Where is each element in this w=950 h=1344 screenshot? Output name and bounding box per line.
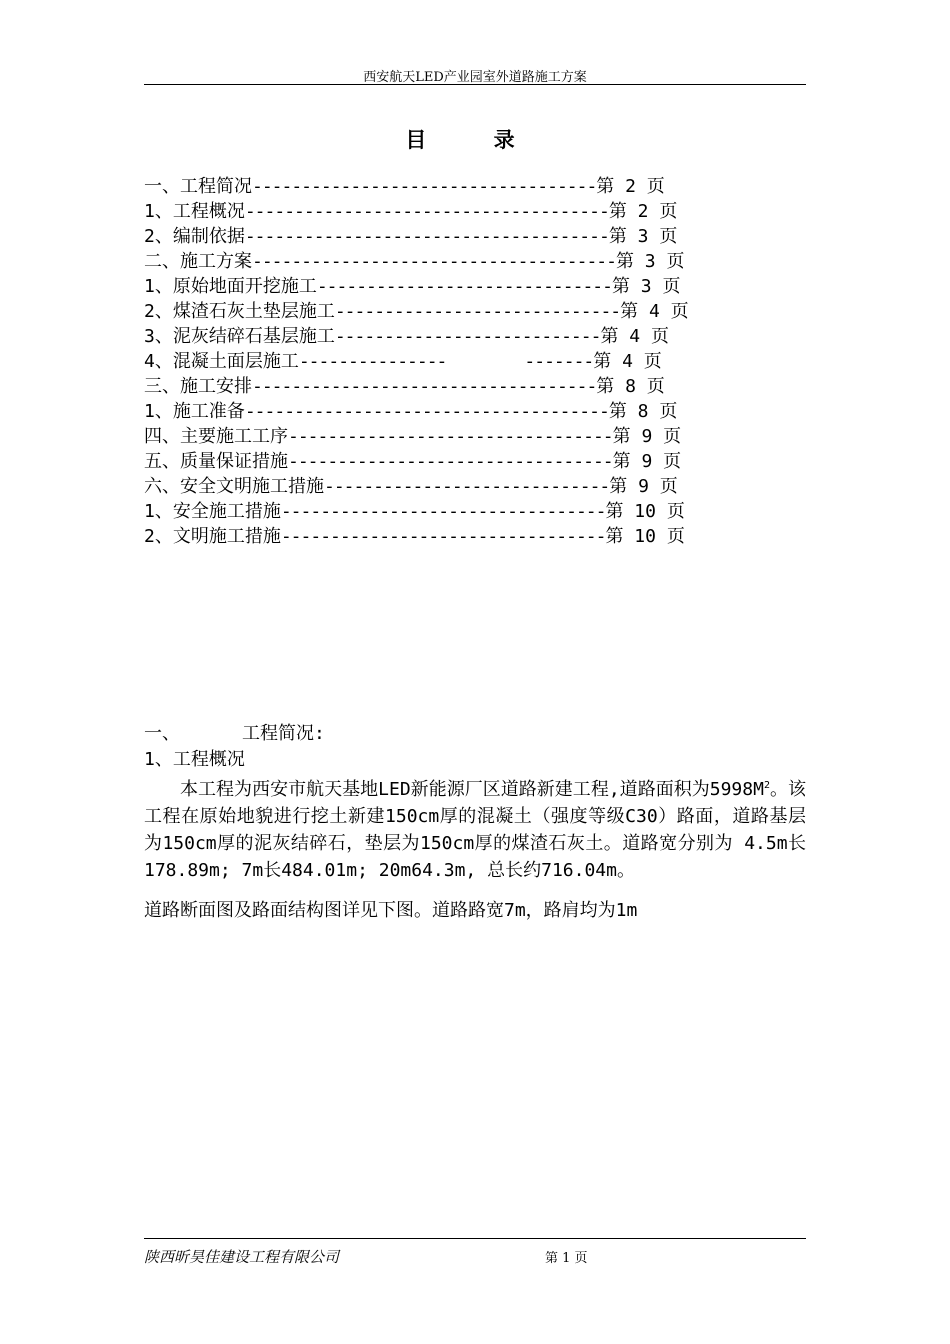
toc-entry [144, 274, 804, 299]
toc-entry-label: 三、施工安排 [144, 376, 252, 397]
toc-entry-page: 第 8 页 [596, 376, 665, 397]
toc-entry-label: 一、工程简况 [144, 176, 252, 197]
toc-entry-page: 第 2 页 [596, 176, 665, 197]
toc-entry-label: 2、煤渣石灰土垫层施工 [144, 301, 335, 322]
toc-entry-leader: ----------------------------------- [252, 376, 597, 397]
footer-divider [144, 1238, 806, 1239]
toc-entry-page: 第 8 页 [608, 401, 678, 422]
toc-entry-leader: ------------------------------------- [252, 251, 616, 272]
toc-title: 目 录 [405, 127, 545, 152]
table-of-contents [144, 174, 804, 549]
toc-entry-leader: --------------------------- [334, 326, 601, 347]
toc-entry-leader: ----------------------------------- [252, 176, 597, 197]
section-number: 一、 [144, 723, 180, 744]
toc-entry-leader: --------------------------------- [280, 501, 606, 522]
toc-entry-label: 1、施工准备 [144, 401, 245, 422]
toc-entry-label: 1、工程概况 [144, 201, 245, 222]
toc-entry-page: 第 9 页 [612, 451, 682, 472]
toc-entry-leader: ------------------------------------- [244, 401, 609, 422]
toc-entry-label: 2、编制依据 [144, 226, 245, 247]
toc-entry [144, 399, 804, 424]
toc-entry-page: 第 2 页 [608, 201, 678, 222]
toc-entry-leader: --------------------------------- [288, 451, 613, 472]
toc-entry-leader: ------------------------------------- [244, 226, 609, 247]
toc-entry-page: 第 4 页 [600, 326, 669, 347]
toc-entry-label: 3、泥灰结碎石基层施工 [144, 326, 335, 347]
toc-entry [144, 299, 804, 324]
toc-entry-label: 1、原始地面开挖施工 [144, 276, 317, 297]
overview-text-a: 本工程为西安市航天基地LED新能源厂区道路新建工程,道路面积为5998M [180, 779, 764, 800]
toc-entry-page: 第 3 页 [608, 226, 678, 247]
toc-entry [144, 249, 804, 274]
toc-entry-page: 第 10 页 [605, 526, 685, 547]
toc-entry [144, 224, 804, 249]
toc-entry [144, 174, 804, 199]
overview-superscript: 2 [763, 780, 770, 791]
toc-entry-label: 4、混凝土面层施工 [144, 351, 299, 372]
toc-entry-page: 第 4 页 [593, 351, 662, 372]
toc-entry-leader: ------------------------------ [316, 276, 612, 297]
overview-paragraph [144, 772, 806, 884]
toc-entry-leader: ----------------------------- [334, 301, 621, 322]
toc-entry [144, 449, 804, 474]
road-description-paragraph: 道路断面图及路面结构图详见下图。道路路宽7m，路肩均为1m [144, 900, 638, 921]
footer-company: 陕西昕昊佳建设工程有限公司 [144, 1248, 340, 1266]
toc-entry [144, 349, 804, 374]
toc-entry-leader-2: ------- [524, 351, 594, 372]
toc-entry-label: 1、安全施工措施 [144, 501, 281, 522]
toc-entry-label: 五、质量保证措施 [144, 451, 288, 472]
toc-entry [144, 474, 804, 499]
toc-entry-page: 第 9 页 [609, 476, 678, 497]
toc-entry [144, 424, 804, 449]
toc-entry-label: 四、主要施工工序 [144, 426, 288, 447]
subsection-heading: 1、工程概况 [144, 749, 245, 770]
page-header-title: 西安航天LED产业园室外道路施工方案 [363, 70, 587, 85]
footer-page-number: 第 1 页 [545, 1251, 588, 1266]
toc-entry-page: 第 3 页 [615, 251, 685, 272]
toc-entry-leader: --------------------------------- [288, 426, 613, 447]
toc-entry-leader: ----------------------------- [324, 476, 610, 497]
toc-entry [144, 524, 804, 549]
toc-entry-label: 2、文明施工措施 [144, 526, 281, 547]
toc-entry-page: 第 9 页 [612, 426, 682, 447]
toc-entry-leader: ------------------------------------- [244, 201, 609, 222]
toc-entry-page: 第 3 页 [611, 276, 681, 297]
toc-entry-page: 第 10 页 [605, 501, 685, 522]
toc-entry-leader: --------------------------------- [280, 526, 606, 547]
header-divider [144, 84, 806, 85]
section-title: 工程简况: [242, 723, 325, 744]
toc-entry-label: 六、安全文明施工措施 [144, 476, 324, 497]
toc-entry-page: 第 4 页 [620, 301, 689, 322]
toc-entry [144, 374, 804, 399]
toc-entry [144, 324, 804, 349]
toc-entry [144, 499, 804, 524]
toc-entry-leader: --------------- [298, 351, 447, 372]
toc-entry [144, 199, 804, 224]
overview-text-b: 。该工程在原始地貌进行挖土新建150cm厚的混凝土（强度等级C30）路面，道路基层为150cm厚的泥灰结碎石，垫层为150cm厚的煤渣石灰土。道路宽分别为 4.5m长178.89m; 7m长484.01m; 20m64.3m, 总长约716.04m。 [144, 779, 807, 881]
toc-entry-label: 二、施工方案 [144, 251, 252, 272]
section-heading [144, 721, 806, 747]
